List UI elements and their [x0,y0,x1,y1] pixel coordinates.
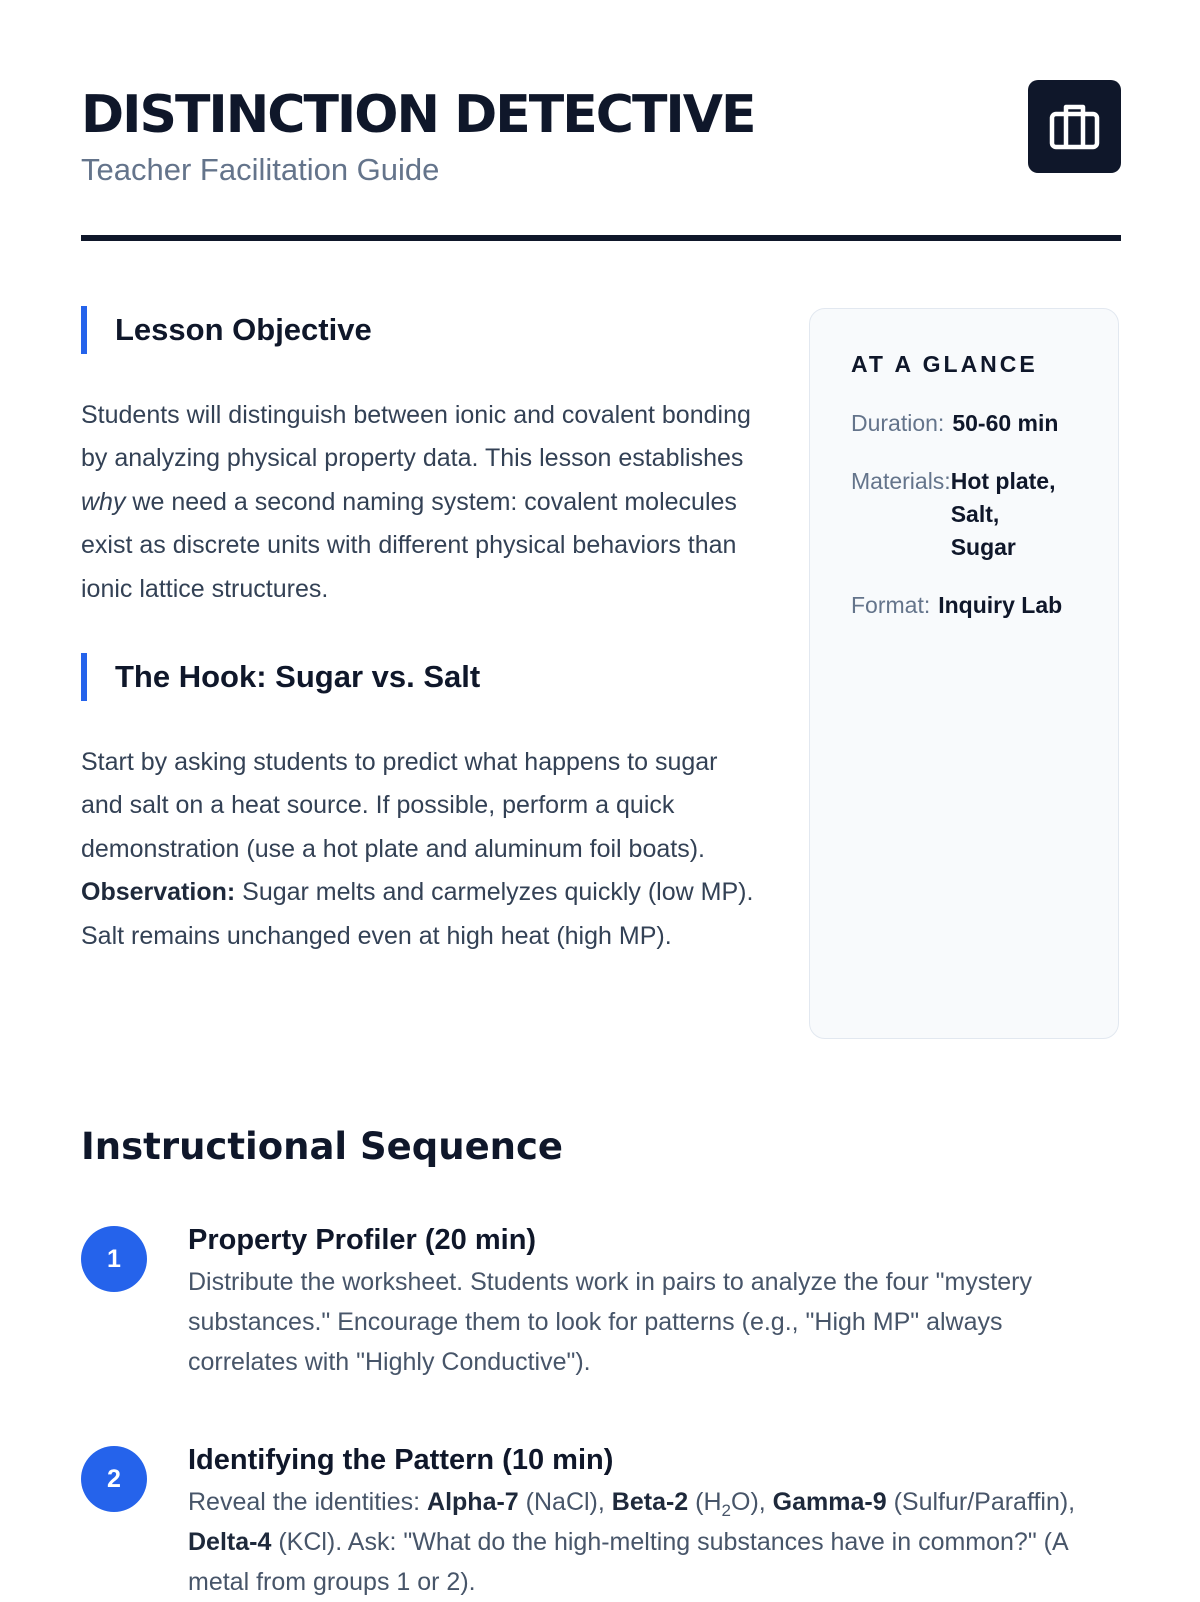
guide-page [81,0,1121,1600]
substance-gamma-name: Gamma-9 [772,1488,887,1516]
page-subtitle: Teacher Facilitation Guide [81,152,440,187]
step-number-badge: 1 [81,1226,147,1292]
substance-alpha-name: Alpha-7 [427,1488,519,1516]
observation-label: Observation: [81,878,236,907]
substance-beta-formula-close: O), [731,1488,773,1516]
objective-text-emphasis: why [81,487,126,516]
substance-delta-name: Delta-4 [188,1528,272,1556]
glance-format-row [851,589,1118,622]
brand-badge [1028,80,1121,173]
step-text-intro: Reveal the identities: [188,1488,428,1516]
step-question: Ask: "What do the high-melting substances have in common?" (A metal from groups 1 or 2). [188,1528,1068,1596]
glance-title: AT A GLANCE [851,351,1038,377]
hook-text-part1: Start by asking students to predict what happens to sugar and salt on a heat source. If possible, perform a quick demonstration (use a hot plate and aluminum foil boats). [81,748,718,863]
step-text: Distribute the worksheet. Students work in pairs to analyze the four "mystery substances." Encourage them to look for patterns (e.g., "High MP" always correlates with "Highly Conductive"). [188,1268,1032,1376]
hook-heading-label: The Hook: Sugar vs. Salt [115,659,481,695]
glance-materials-label: Materials: [851,468,951,494]
main-content [81,306,761,958]
header-divider [81,235,1121,241]
substance-delta-formula: (KCl). [271,1528,348,1556]
objective-text-part1: Students will distinguish between ionic and covalent bonding by analyzing physical property data. This lesson establishes [81,401,751,473]
glance-duration-label: Duration: [851,410,945,436]
glance-materials-value: Hot plate, Salt, Sugar [950,468,1056,560]
page-header [81,80,1121,240]
step-body [188,1218,1088,1382]
objective-heading-label: Lesson Objective [115,312,372,347]
sequence-heading: Instructional Sequence [81,1125,564,1168]
at-a-glance-panel [809,308,1119,1039]
substance-beta-formula-open: (H [688,1488,722,1516]
glance-format-label: Format: [851,592,931,618]
hook-text-part2: Sugar melts and carmelyzes quickly (low MP). Salt remains unchanged even at high heat (high MP). [81,878,754,950]
heading-accent-bar [81,653,87,701]
glance-duration-row [851,407,1118,440]
substance-alpha-formula: (NaCl), [518,1488,612,1516]
page-title: DISTINCTION DETECTIVE [81,85,755,145]
hook-heading [81,653,761,701]
step-number-badge: 2 [81,1446,147,1512]
step-title: Property Profiler (20 min) [188,1224,537,1256]
substance-beta-name: Beta-2 [611,1488,689,1516]
objective-text [81,394,761,611]
glance-materials-row [851,465,1118,564]
objective-text-part2: we need a second naming system: covalent molecules exist as discrete units with different physical behaviors than ionic lattice structures. [81,487,737,603]
step-text [188,1482,1088,1602]
briefcase-icon [1049,102,1100,151]
objective-heading [81,306,761,354]
glance-format-value: Inquiry Lab [938,592,1063,618]
step-title: Identifying the Pattern (10 min) [188,1444,614,1476]
heading-accent-bar [81,306,87,354]
step-body [188,1438,1088,1602]
hook-text [81,741,761,958]
substance-gamma-formula: (Sulfur/Paraffin), [886,1488,1076,1516]
glance-duration-value: 50-60 min [952,410,1059,436]
substance-beta-subscript: 2 [721,1501,731,1520]
